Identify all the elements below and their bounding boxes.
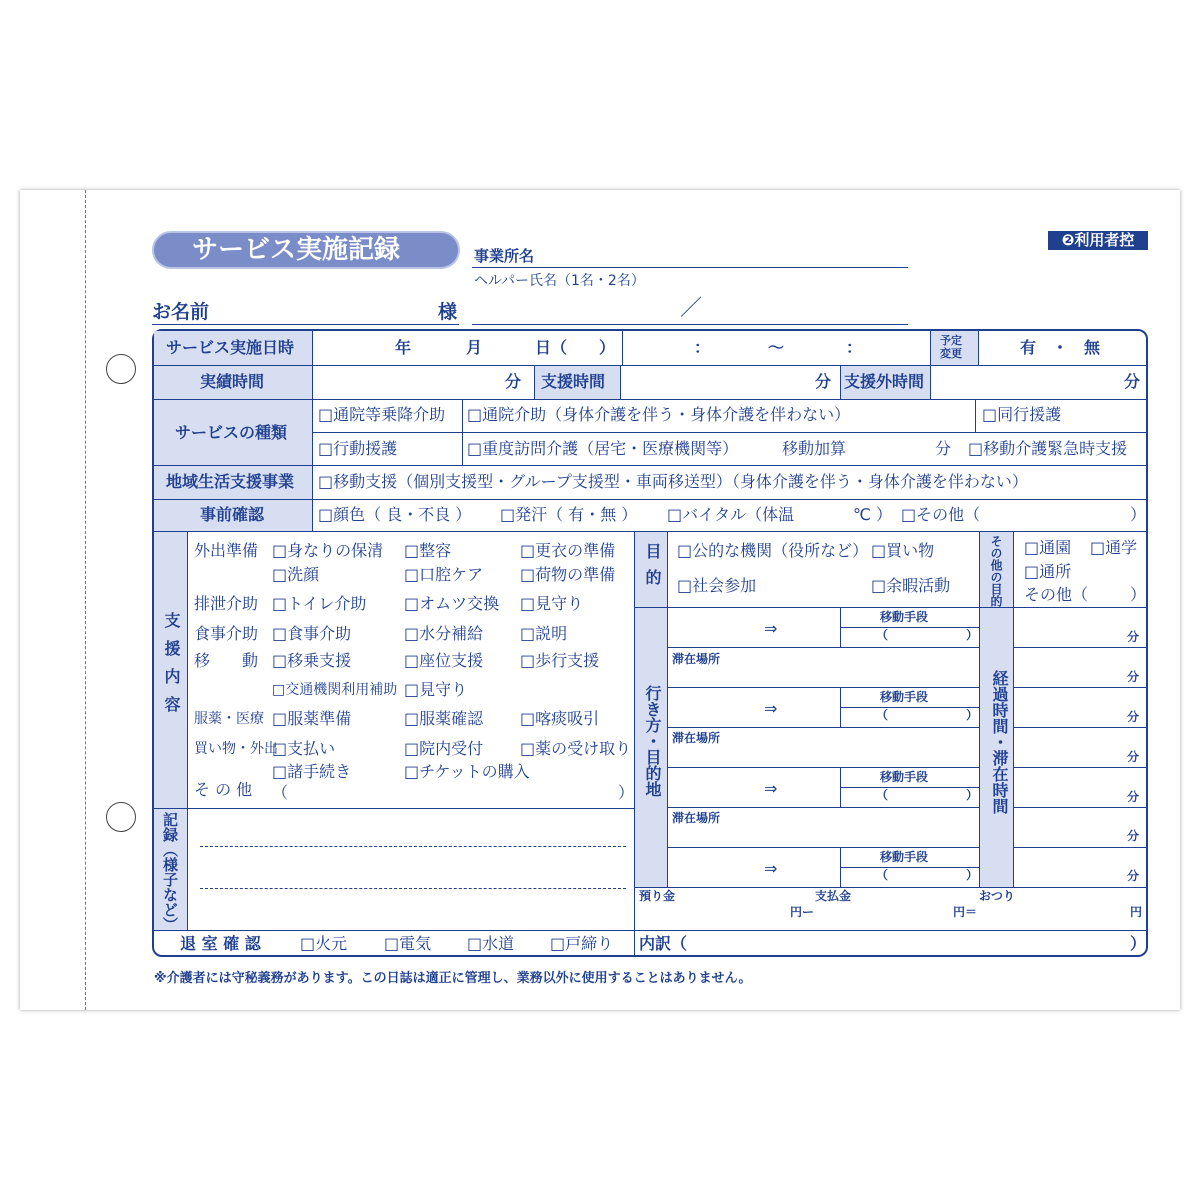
checkbox-accompany-assist[interactable]: □同行援護: [982, 405, 1062, 424]
support-cat-medication: 服薬・医療: [194, 711, 264, 727]
line: [840, 847, 841, 887]
checkbox-watch-movement[interactable]: □見守り: [404, 680, 468, 699]
breakdown-label[interactable]: 内訳（: [639, 934, 688, 953]
line: [1013, 767, 1148, 768]
checkbox-suction[interactable]: □喀痰吸引: [520, 709, 600, 728]
means-label: 移動手段: [880, 690, 929, 704]
form-title: サービス実施記録: [152, 231, 460, 269]
checkbox-severe-visit-care[interactable]: □重度訪問介護（居宅・医療機関等）: [467, 439, 739, 458]
regional-support-label: 地域生活支援事業: [166, 472, 295, 491]
line: [930, 365, 931, 399]
record-dotted-line: [200, 888, 626, 889]
line: [840, 627, 979, 628]
client-name-label: お名前: [152, 301, 210, 323]
elapsed-unit: 分: [1127, 869, 1140, 883]
line: [840, 767, 841, 807]
binder-hole-bottom: [106, 802, 136, 832]
date-month[interactable]: 月: [466, 338, 483, 357]
line: [152, 531, 1148, 532]
checkbox-water[interactable]: □水道: [467, 934, 515, 953]
line: [840, 787, 979, 788]
line: [667, 767, 979, 768]
checkbox-watch-excretion[interactable]: □見守り: [520, 594, 584, 613]
line: [1013, 727, 1148, 728]
checkbox-electricity[interactable]: □電気: [384, 934, 432, 953]
confidentiality-note: ※介護者には守秘義務があります。この日誌は適正に管理し、業務以外に使用することはありません。: [154, 971, 752, 986]
means-label: 移動手段: [880, 770, 929, 784]
exit-check-label: 退 室 確 認: [180, 934, 261, 953]
checkbox-mobility-support[interactable]: □移動支援（個別支援型・グループ支援型・車両移送型）（身体介護を伴う・身体介護を伴わない）: [318, 472, 1028, 491]
checkbox-sitting-support[interactable]: □座位支援: [404, 651, 484, 670]
line: [152, 465, 1148, 466]
means-open[interactable]: （: [876, 788, 889, 802]
record-dotted-line: [200, 846, 626, 847]
means-open[interactable]: （: [876, 628, 889, 642]
means-label: 移動手段: [880, 850, 929, 864]
checkbox-leisure[interactable]: □余暇活動: [871, 576, 951, 595]
line: [840, 867, 979, 868]
means-open[interactable]: （: [876, 868, 889, 882]
support-cat-excretion: 排泄介助: [194, 594, 259, 613]
line: [1013, 531, 1014, 887]
support-cat-shopping: 買い物・外出: [194, 741, 278, 757]
date-day[interactable]: 日（ ）: [535, 338, 616, 357]
honorific-sama: 様: [438, 301, 458, 323]
support-content-label: 支援内容: [162, 612, 181, 724]
means-close: ）: [966, 628, 979, 642]
means-label: 移動手段: [880, 610, 929, 624]
copy-badge: ❷利用者控: [1048, 231, 1148, 250]
line: [634, 887, 1148, 888]
change-label: おつり: [979, 889, 1015, 903]
checkbox-ticket-purchase[interactable]: □チケットの購入: [404, 762, 530, 781]
line: [667, 531, 668, 887]
checkbox-behavior-assist[interactable]: □行動援護: [318, 439, 398, 458]
route-label: 行き方・目的地: [643, 685, 662, 797]
line: [620, 365, 621, 399]
other-purpose-open[interactable]: その他（: [1024, 585, 1089, 604]
checkbox-precheck-other[interactable]: □その他（: [901, 505, 981, 524]
precheck-other-close: ）: [1130, 505, 1147, 524]
checkbox-grooming-clean[interactable]: □身なりの保清: [272, 541, 384, 560]
checkbox-face-wash[interactable]: □洗顔: [272, 565, 320, 584]
line: [978, 331, 979, 365]
checkbox-diaper-change[interactable]: □オムツ交換: [404, 594, 500, 613]
checkbox-explanation[interactable]: □説明: [520, 624, 568, 643]
checkbox-transit-assist[interactable]: □交通機関利用補助: [272, 682, 398, 698]
outside-time-label: 支援外時間: [844, 372, 925, 391]
checkbox-shopping[interactable]: □買い物: [871, 541, 935, 560]
support-cat-other: そ の 他: [194, 780, 253, 799]
elapsed-unit: 分: [1127, 790, 1140, 804]
checkbox-public-office[interactable]: □公的な機関（役所など）: [677, 541, 869, 560]
checkbox-medicine-pickup[interactable]: □薬の受け取り: [520, 739, 632, 758]
checkbox-procedures[interactable]: □諸手続き: [272, 762, 352, 781]
line: [667, 727, 979, 728]
line: [667, 847, 979, 848]
support-cat-movement: 移 動: [194, 651, 259, 670]
support-time-label: 支援時間: [541, 372, 606, 391]
perforation-line: [85, 190, 86, 1010]
route-arrow: ⇒: [764, 699, 778, 718]
route-arrow: ⇒: [764, 779, 778, 798]
yen-minus: 円ー: [790, 905, 815, 919]
date-year[interactable]: 年: [395, 338, 412, 357]
line: [840, 607, 841, 647]
checkbox-med-check[interactable]: □服薬確認: [404, 709, 484, 728]
record-label: 記録（様子など）: [161, 812, 179, 932]
line: [840, 707, 979, 708]
checkbox-sweat[interactable]: □発汗（ 有・無 ）: [500, 505, 638, 524]
elapsed-unit: 分: [1127, 710, 1140, 724]
elapsed-unit: 分: [1127, 670, 1140, 684]
route-arrow: ⇒: [764, 859, 778, 878]
checkbox-emergency-support[interactable]: □移動介護緊急時支援: [968, 439, 1128, 458]
temperature-unit: ℃ ）: [853, 505, 893, 524]
line: [152, 499, 1148, 500]
client-name-line[interactable]: [152, 324, 459, 325]
checkbox-luggage-prep[interactable]: □荷物の準備: [520, 565, 616, 584]
checkbox-hydration[interactable]: □水分補給: [404, 624, 484, 643]
line: [930, 331, 931, 365]
checkbox-hospital-reception[interactable]: □院内受付: [404, 739, 484, 758]
checkbox-med-prep[interactable]: □服薬準備: [272, 709, 352, 728]
line: [152, 365, 1148, 366]
line: [667, 687, 979, 688]
elapsed-time-label: 経過時間・滞在時間: [990, 670, 1009, 814]
checkbox-fire[interactable]: □火元: [300, 934, 348, 953]
checkbox-walking-support[interactable]: □歩行支援: [520, 651, 600, 670]
binder-hole-top: [106, 354, 136, 384]
time-colon-end[interactable]: ：: [846, 338, 863, 357]
stay-place-label: 滞在場所: [672, 652, 721, 666]
line: [152, 808, 634, 809]
line: [152, 399, 1148, 400]
checkbox-dress-prep[interactable]: □更衣の準備: [520, 541, 616, 560]
line: [312, 432, 1148, 433]
support-time-unit: 分: [815, 372, 832, 391]
checkbox-toilet-assist[interactable]: □トイレ介助: [272, 594, 367, 613]
checkbox-vital[interactable]: □バイタル（体温: [667, 505, 795, 524]
elapsed-unit: 分: [1127, 829, 1140, 843]
line: [667, 647, 979, 648]
line: [534, 365, 535, 399]
line: [975, 399, 976, 432]
line: [152, 930, 1148, 931]
actual-time-label: 実績時間: [200, 372, 265, 391]
line: [1013, 687, 1148, 688]
line: [1013, 647, 1148, 648]
line: [1013, 847, 1148, 848]
elapsed-unit: 分: [1127, 750, 1140, 764]
checkbox-transfer-support[interactable]: □移乗支援: [272, 651, 352, 670]
helper-name-line[interactable]: [472, 324, 908, 325]
line: [312, 331, 313, 531]
checkbox-complexion[interactable]: □顔色（ 良・不良 ）: [318, 505, 472, 524]
support-cat-meal: 食事介助: [194, 624, 259, 643]
purpose-label: 目的: [643, 543, 662, 595]
checkbox-hospital-assist[interactable]: □通院介助（身体介護を伴う・身体介護を伴わない）: [467, 405, 851, 424]
helper-slash: ／: [680, 296, 703, 321]
checkbox-commute-kindergarten[interactable]: □通園: [1024, 538, 1072, 557]
checkbox-grooming[interactable]: □整容: [404, 541, 452, 560]
means-close: ）: [966, 788, 979, 802]
checkbox-social[interactable]: □社会参加: [677, 576, 757, 595]
stay-place-label: 滞在場所: [672, 731, 721, 745]
line: [187, 531, 188, 930]
means-close: ）: [966, 868, 979, 882]
line: [634, 607, 1148, 608]
line: [1013, 807, 1148, 808]
other-purpose-label: その他の目的: [989, 535, 1003, 607]
checkbox-meal-assist[interactable]: □食事介助: [272, 624, 352, 643]
support-cat-outing-prep: 外出準備: [194, 541, 259, 560]
line: [634, 531, 635, 955]
helper-name-label: ヘルパー氏名（1名・2名）: [474, 273, 645, 289]
means-close: ）: [966, 708, 979, 722]
payment-label: 支払金: [815, 889, 852, 903]
checkbox-oral-care[interactable]: □口腔ケア: [404, 565, 484, 584]
office-name-line[interactable]: [472, 267, 908, 268]
support-other-open: （: [272, 783, 289, 802]
line: [840, 365, 841, 399]
actual-time-unit: 分: [505, 372, 522, 391]
plan-change-yes-no[interactable]: 有 ・ 無: [1020, 338, 1101, 357]
service-date-label: サービス実施日時: [166, 338, 295, 357]
checkbox-commute-school[interactable]: □通学: [1090, 538, 1138, 557]
line: [979, 531, 980, 887]
route-arrow: ⇒: [764, 619, 778, 638]
line: [462, 399, 463, 465]
breakdown-close: ）: [1130, 934, 1147, 953]
elapsed-unit: 分: [1127, 630, 1140, 644]
line: [667, 807, 979, 808]
precheck-label: 事前確認: [200, 505, 265, 524]
plan-change-label: 予定変更: [940, 334, 962, 360]
checkbox-payment[interactable]: □支払い: [272, 739, 336, 758]
deposit-label: 預り金: [639, 889, 676, 903]
checkbox-commute-facility[interactable]: □通所: [1024, 562, 1072, 581]
means-open[interactable]: （: [876, 708, 889, 722]
travel-addition-unit: 分: [935, 439, 952, 458]
line: [622, 331, 623, 365]
office-name-label: 事業所名: [474, 247, 535, 265]
time-colon-start[interactable]: ：: [694, 338, 711, 357]
stay-place-label: 滞在場所: [672, 811, 721, 825]
line: [840, 687, 841, 727]
checkbox-transport-assist[interactable]: □通院等乗降介助: [318, 405, 446, 424]
yen-equals: 円＝: [953, 905, 978, 919]
service-type-label: サービスの種類: [175, 423, 288, 442]
other-purpose-close: ）: [1130, 585, 1147, 604]
yen-unit: 円: [1130, 905, 1143, 919]
time-tilde: 〜: [768, 338, 785, 357]
outside-time-unit: 分: [1124, 372, 1141, 391]
support-other-close: ）: [618, 783, 635, 802]
checkbox-door-lock[interactable]: □戸締り: [550, 934, 614, 953]
travel-addition-label: 移動加算: [782, 439, 847, 458]
